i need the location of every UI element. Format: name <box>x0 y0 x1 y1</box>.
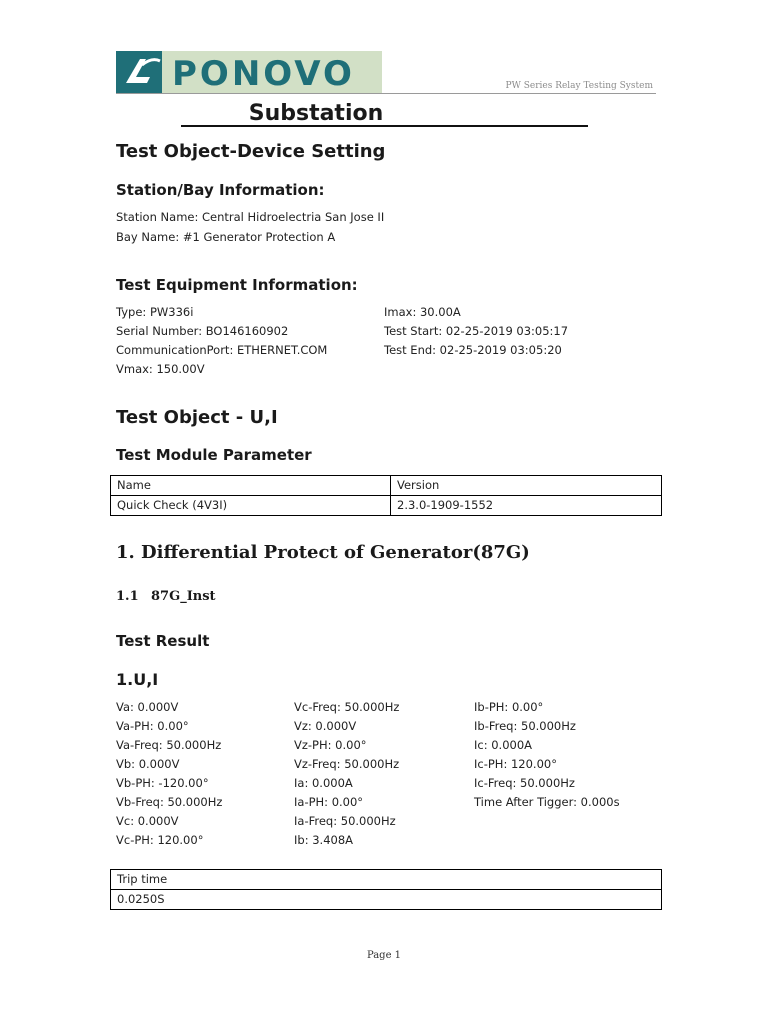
value-vb-ph: Vb-PH: -120.00° <box>116 776 209 790</box>
ui-heading: 1.U,I <box>116 670 159 689</box>
trip-time-value: 0.0250S <box>111 890 662 910</box>
value-ib-ph: Ib-PH: 0.00° <box>474 700 544 714</box>
equipment-vmax: Vmax: 150.00V <box>116 362 205 376</box>
value-vc: Vc: 0.000V <box>116 814 179 828</box>
document-title: Substation <box>248 101 384 126</box>
bay-name: Bay Name: #1 Generator Protection A <box>116 230 336 244</box>
value-vc-freq: Vc-Freq: 50.000Hz <box>294 700 400 714</box>
station-heading: Station/Bay Information: <box>116 181 325 199</box>
value-ib: Ib: 3.408A <box>294 833 354 847</box>
test-start: Test Start: 02-25-2019 03:05:17 <box>384 324 569 338</box>
table-header-version: Version <box>391 476 662 496</box>
page-number: Page 1 <box>366 950 402 961</box>
section-heading: 1. Differential Protect of Generator(87G) <box>116 542 530 563</box>
table-header-row <box>111 476 662 496</box>
title-underline <box>181 125 588 127</box>
equipment-heading: Test Equipment Information: <box>116 276 358 294</box>
svg-text:PONOVO: PONOVO <box>172 54 355 93</box>
test-end: Test End: 02-25-2019 03:05:20 <box>384 343 562 357</box>
trip-time-header: Trip time <box>111 870 662 890</box>
value-ib-freq: Ib-Freq: 50.000Hz <box>474 719 576 733</box>
equipment-port: CommunicationPort: ETHERNET.COM <box>116 343 328 357</box>
module-name-cell: Quick Check (4V3I) <box>111 496 391 516</box>
equipment-type: Type: PW336i <box>116 305 194 319</box>
value-va-freq: Va-Freq: 50.000Hz <box>116 738 222 752</box>
value-ic: Ic: 0.000A <box>474 738 533 752</box>
value-ia: Ia: 0.000A <box>294 776 353 790</box>
equipment-imax: Imax: 30.00A <box>384 305 461 319</box>
value-ic-ph: Ic-PH: 120.00° <box>474 757 557 771</box>
subsection-number: 1.1 <box>116 589 139 604</box>
value-va: Va: 0.000V <box>116 700 179 714</box>
station-name: Station Name: Central Hidroelectria San Jose II <box>116 210 385 224</box>
test-object-heading: Test Object - U,I <box>116 407 278 428</box>
ponovo-logo <box>116 51 382 93</box>
subsection-label: 87G_Inst <box>151 589 216 604</box>
value-vz-freq: Vz-Freq: 50.000Hz <box>294 757 400 771</box>
value-ia-ph: Ia-PH: 0.00° <box>294 795 364 809</box>
value-ia-freq: Ia-Freq: 50.000Hz <box>294 814 396 828</box>
device-setting-heading: Test Object-Device Setting <box>116 141 386 162</box>
trip-time-table <box>110 869 662 910</box>
value-ic-freq: Ic-Freq: 50.000Hz <box>474 776 575 790</box>
header-rule <box>116 93 656 94</box>
table-row <box>111 890 662 910</box>
equipment-serial: Serial Number: BO146160902 <box>116 324 289 338</box>
module-version-cell: 2.3.0-1909-1552 <box>391 496 662 516</box>
value-vc-ph: Vc-PH: 120.00° <box>116 833 204 847</box>
table-header-row <box>111 870 662 890</box>
table-row <box>111 496 662 516</box>
value-vz-ph: Vz-PH: 0.00° <box>294 738 367 752</box>
value-vb-freq: Vb-Freq: 50.000Hz <box>116 795 223 809</box>
module-parameter-table <box>110 475 662 516</box>
value-va-ph: Va-PH: 0.00° <box>116 719 189 733</box>
value-vz: Vz: 0.000V <box>294 719 357 733</box>
table-header-name: Name <box>111 476 391 496</box>
value-vb: Vb: 0.000V <box>116 757 180 771</box>
test-result-heading: Test Result <box>116 632 210 650</box>
module-parameter-heading: Test Module Parameter <box>116 446 312 464</box>
header-note: PW Series Relay Testing System <box>505 81 653 91</box>
value-time-after-trigger: Time After Tigger: 0.000s <box>474 795 620 809</box>
